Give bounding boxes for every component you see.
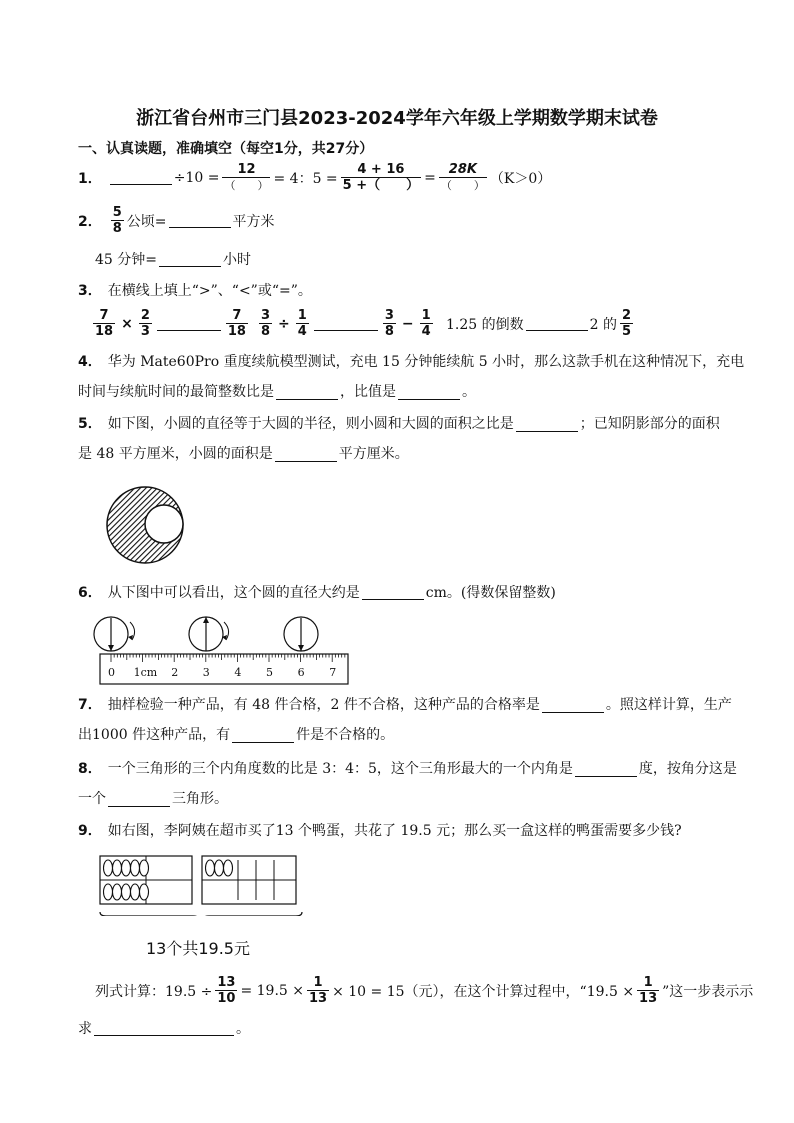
egg (140, 884, 149, 900)
q1-blank-1[interactable] (110, 170, 172, 185)
q3-blank-c[interactable] (526, 316, 588, 331)
egg (224, 860, 233, 876)
q3-text: 在横线上填上“>”、“<”或“=”。 (107, 283, 312, 299)
q1-ratio: = 4：5 = (273, 170, 338, 187)
q1-fraction-1: $\frac{12}{( )}$ (224, 162, 269, 192)
question-4: 4． 华为 Mate60Pro 重度续航模型测试，充电 15 分钟能续航 5 小时，那么这款手机在这种情况下，充电 时间与续航时间的最简整数比是 ，比值是 。 (78, 354, 745, 400)
q2-blank-1[interactable] (169, 213, 231, 228)
question-9: 9． 如右图，李阿姨在超市买了13 个鸭蛋，共花了 19.5 元；那么买一盒这样的鸭蛋需要多少钱? (78, 823, 682, 839)
egg (131, 884, 140, 900)
egg (140, 860, 149, 876)
ruler-label: 2 (171, 666, 179, 679)
q9-caption: 13个共19.5元 (146, 939, 250, 958)
question-2b (95, 249, 251, 269)
q7-blank-2[interactable] (232, 728, 294, 743)
egg (215, 860, 224, 876)
ruler-label: 3 (202, 666, 210, 679)
q2-fraction: $\frac{5}{8}$ (112, 205, 122, 236)
egg (104, 860, 113, 876)
egg (122, 884, 131, 900)
question-1 (78, 162, 551, 193)
q4-blank-2[interactable] (398, 385, 460, 400)
egg (131, 860, 140, 876)
question-5: 5． 如下图，小圆的直径等于大圆的半径，则小圆和大圆的面积之比是 ；已知阴影部分的面积 是 48 平方厘米，小圆的面积是 平方厘米。 (78, 416, 720, 462)
q6-blank[interactable] (362, 585, 424, 600)
q1-equals: = (424, 169, 436, 186)
question-2 (78, 205, 275, 236)
q3-blank-b[interactable] (314, 316, 378, 331)
q9-egg-carton-figure (98, 852, 304, 916)
egg (206, 860, 215, 876)
section-heading: 一、认真读题，准确填空（每空1分，共27分） (78, 141, 374, 157)
q5-circle-figure (104, 484, 186, 566)
egg (104, 884, 113, 900)
q3-blank-a[interactable] (157, 316, 221, 331)
q4-blank-1[interactable] (276, 385, 338, 400)
egg (113, 860, 122, 876)
ruler-label: 7 (329, 666, 337, 679)
q3-compare-a: $\frac{7}{18}$ × $\frac{2}{3}$ $\frac{7}{18}$ (95, 308, 246, 339)
q9-answer-line: 求 。 (78, 1021, 250, 1037)
q2-text-4: 小时 (223, 252, 251, 268)
question-7: 7． 抽样检验一种产品，有 48 件合格，2 件不合格，这种产品的合格率是 。照这样计算，生产 出1000 件这种产品，有 件是不合格的。 (78, 697, 732, 743)
q9-blank[interactable] (94, 1021, 234, 1036)
q8-blank-2[interactable] (108, 792, 170, 807)
q3-number: 3． (78, 283, 102, 299)
egg (122, 860, 131, 876)
ruler-label: 4 (234, 666, 242, 679)
ruler-label: 0 (108, 666, 115, 679)
q2-number: 2． (78, 213, 102, 230)
q1-fraction-2: $\frac{4 + 16}{5 +( )}$ (342, 162, 420, 193)
ruler-label: 6 (297, 666, 305, 679)
egg (113, 884, 122, 900)
question-8: 8． 一个三角形的三个内角度数的比是 3：4：5，这个三角形最大的一个内角是 度，按角分这是 一个 三角形。 (78, 761, 737, 807)
q8-blank-1[interactable] (575, 762, 637, 777)
q2-blank-2[interactable] (159, 252, 221, 267)
q7-blank-1[interactable] (542, 698, 604, 713)
q1-condition: （K＞0） (489, 170, 552, 187)
question-6: 6． 从下图中可以看出，这个圆的直径大约是 cm。(得数保留整数) (78, 585, 556, 601)
q5-blank-2[interactable] (275, 447, 337, 462)
q9-calculation: 列式计算：19.5 ÷ $\frac{13}{10}$ = 19.5 × $\frac{1}{13}$ × 10 = 15（元），在这个计算过程中，“19.5 × $\frac{1}{13}$ ”这一步表示示 (95, 975, 754, 1006)
q2-text-1: 公顷= (126, 213, 167, 230)
q3-compare-c: 1.25 的倒数 2 的 $\frac{2}{5}$ (446, 308, 632, 339)
ruler-label: 5 (266, 666, 273, 679)
page-title: 浙江省台州市三门县2023-2024学年六年级上学期数学期末试卷 (136, 108, 658, 129)
q1-div10: ÷10 = (173, 169, 220, 186)
ruler-label: 1cm (133, 666, 158, 679)
q2-text-3: 45 分钟= (95, 252, 157, 268)
q5-blank-1[interactable] (516, 417, 578, 432)
q1-number: 1． (78, 170, 102, 187)
small-circle (145, 505, 183, 543)
question-3 (78, 280, 312, 300)
q2-text-2: 平方米 (232, 213, 275, 230)
q6-ruler-figure (90, 610, 352, 688)
q1-fraction-3: $\frac{28K}{( )}$ (440, 162, 485, 192)
q3-compare-b: $\frac{3}{8}$ ÷ $\frac{1}{4}$ $\frac{3}{8}$ − $\frac{1}{4}$ (261, 308, 431, 339)
